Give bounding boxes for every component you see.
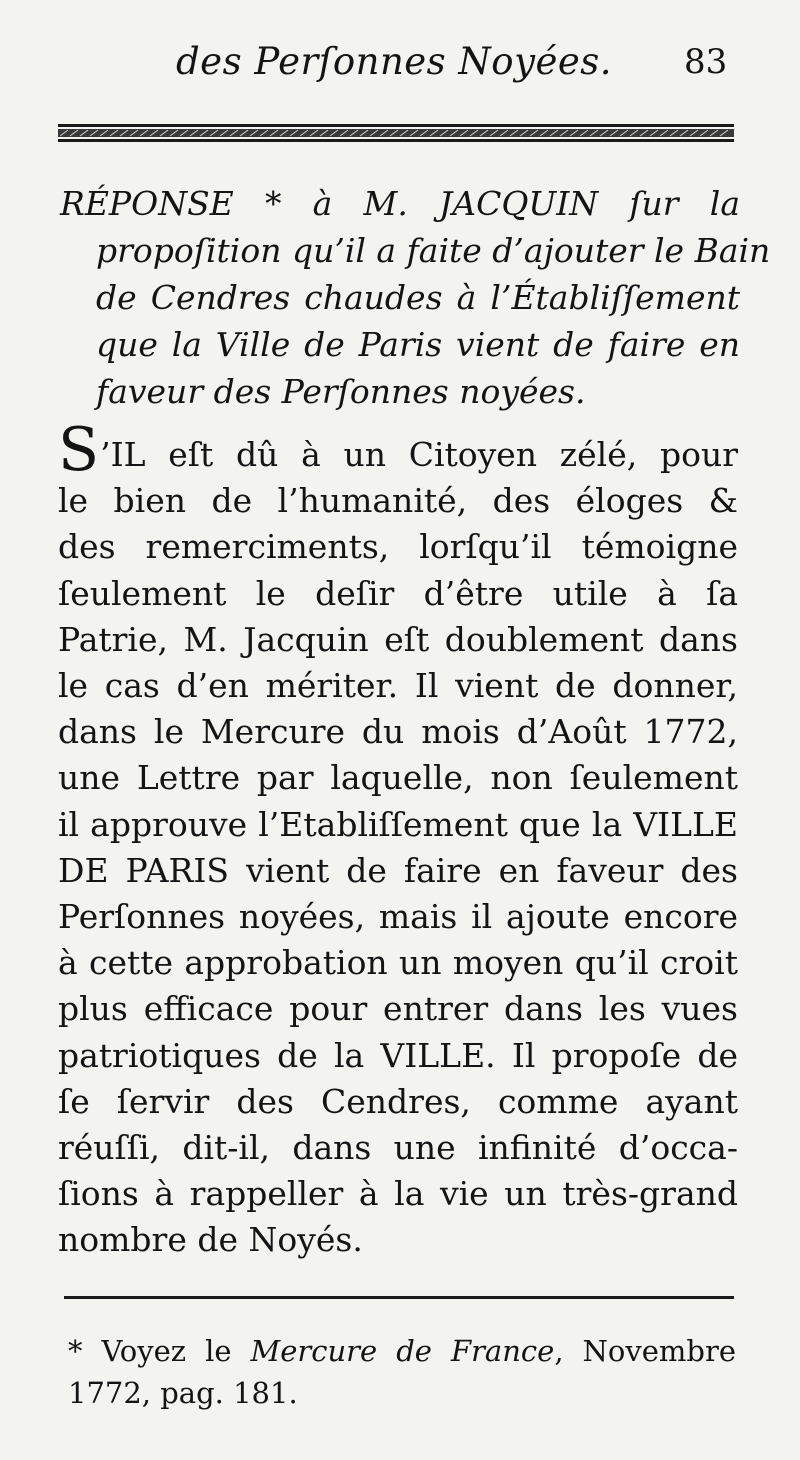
heading-line: propoſition qu’il a faite d’ajouter le Bain: [96, 231, 771, 270]
body-line: nombre de Noyés.: [58, 1220, 363, 1260]
body-line: patriotiques de la VILLE. Il propoſe de: [58, 1035, 738, 1075]
body-line: dans le Mercure du mois d’Août 1772,: [58, 712, 738, 752]
body-line: Patrie, M. Jacquin eſt doublement dans: [58, 619, 738, 659]
footnote-rule: [64, 1296, 734, 1299]
footnote-line: 1772, pag. 181.: [68, 1376, 298, 1410]
heading-line: de Cendres chaudes à l’Établiſſement: [96, 278, 740, 317]
body-line: le bien de l’humanité, des éloges &: [58, 481, 738, 521]
body-line: à cette approbation un moyen qu’il croit: [58, 943, 738, 983]
body-line: ſe ſervir des Cendres, comme ayant: [58, 1081, 738, 1121]
body-line: Perſonnes noyées, mais il ajoute encore: [58, 897, 738, 937]
body-line: des remerciments, lorſqu’il témoigne: [58, 527, 738, 567]
footnote: [68, 1330, 736, 1414]
page-number: 83: [684, 42, 728, 82]
body-paragraph: [58, 415, 738, 1264]
ornamental-rule: [58, 124, 734, 144]
body-first-line: [58, 415, 738, 485]
body-line: ſions à rappeller à la vie un très-grand: [58, 1174, 738, 1214]
footnote-line: [68, 1330, 736, 1372]
footnote-prefix: Voyez le: [101, 1334, 232, 1368]
body-line: réuſſi, dit-il, dans une infinité d’occa-: [58, 1128, 738, 1168]
body-line: une Lettre par laquelle, non ſeulement: [58, 758, 738, 798]
body-line: le cas d’en mériter. Il vient de donner,: [58, 666, 738, 706]
body-line: plus efficace pour entrer dans les vues: [58, 989, 738, 1029]
body-line: DE PARIS vient de faire en faveur des: [58, 850, 738, 890]
running-head: [0, 40, 800, 100]
footnote-journal: Mercure de France: [250, 1334, 555, 1368]
body-line: ’IL eſt dû à un Citoyen zélé, pour: [100, 435, 738, 474]
drop-cap: S: [58, 415, 100, 485]
footnote-suffix: , Novembre: [554, 1334, 737, 1368]
running-title: des Perſonnes Noyées.: [176, 40, 613, 83]
heading-line: RÉPONSE * à M. JACQUIN ſur la: [60, 184, 740, 223]
heading-line: que la Ville de Paris vient de faire en: [96, 325, 740, 364]
footnote-marker: *: [68, 1334, 83, 1368]
article-heading: [60, 180, 771, 415]
body-line: ſeulement le deſir d’être utile à ſa: [58, 573, 738, 613]
body-line: il approuve l’Etabliſſement que la VILLE: [58, 804, 738, 844]
heading-line: faveur des Perſonnes noyées.: [96, 372, 586, 411]
